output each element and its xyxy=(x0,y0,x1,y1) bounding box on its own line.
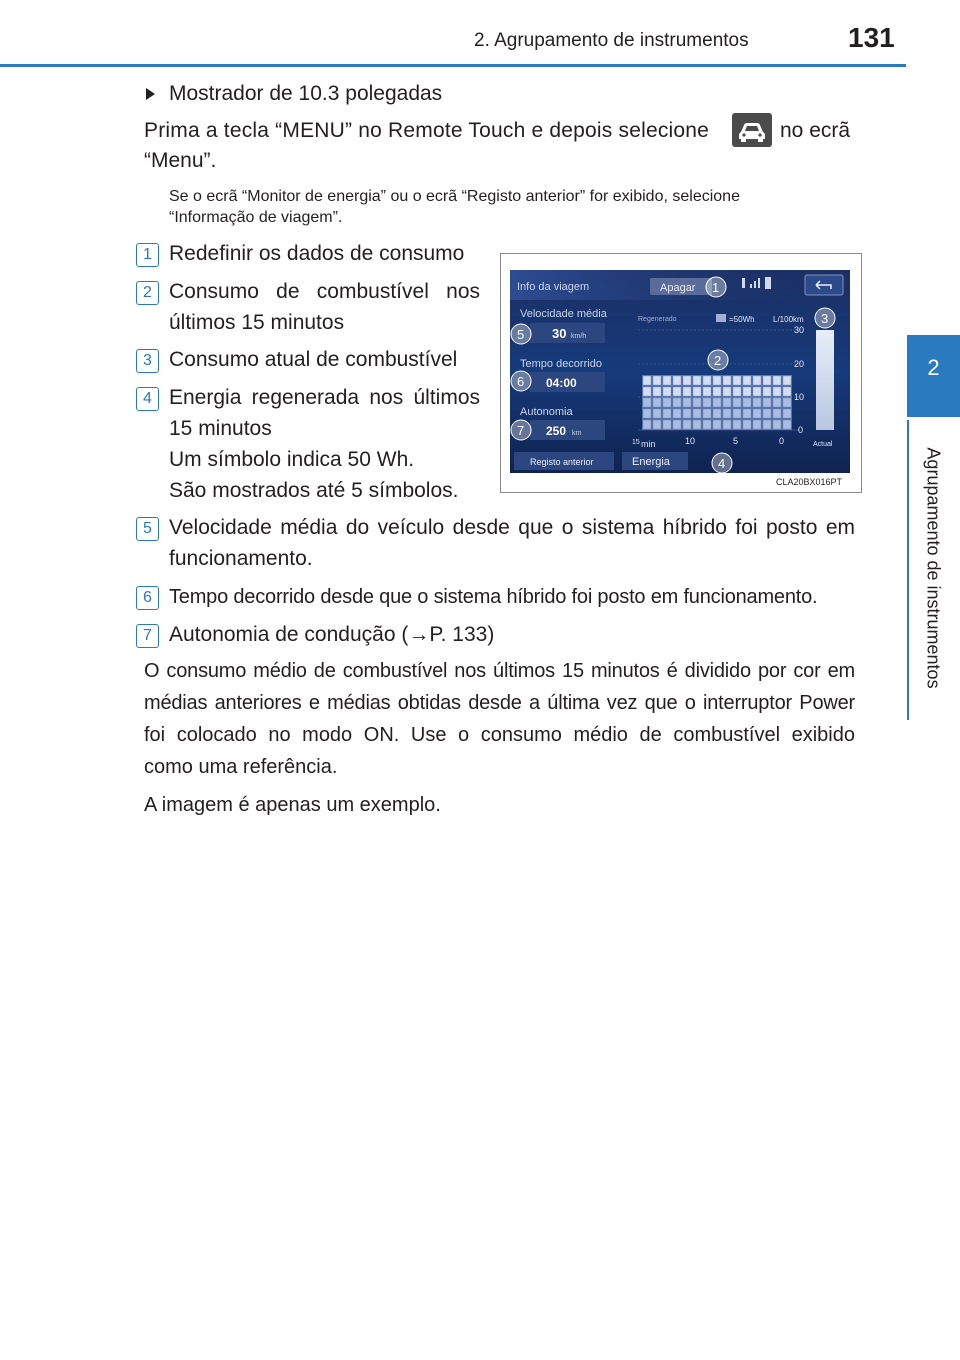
chapter-label: Agrupamento de instrumentos xyxy=(923,447,944,689)
actual-consumption-bar xyxy=(816,330,834,430)
range-value: 250 xyxy=(546,424,567,438)
item-text: Tempo decorrido desde que o sistema híbrido foi posto em funcionamento. xyxy=(169,586,818,608)
history-bar-cell xyxy=(773,409,781,418)
history-bar-cell xyxy=(643,398,651,407)
history-bar-cell xyxy=(773,420,781,429)
consumption-unit: L/100km xyxy=(773,315,804,324)
history-bar-cell xyxy=(683,409,691,418)
history-bar-cell xyxy=(753,420,761,429)
item-number-badge: 1 xyxy=(136,243,159,267)
instruction-text-line2: “Menu”. xyxy=(144,149,217,172)
history-bar-cell xyxy=(783,387,791,396)
screen-background xyxy=(510,270,850,473)
history-bar-cell xyxy=(673,409,681,418)
history-bar-cell xyxy=(693,409,701,418)
y-tick-label: 0 xyxy=(798,425,804,435)
signal-icon xyxy=(754,281,756,288)
history-bar-cell xyxy=(683,376,691,385)
y-tick-label: 10 xyxy=(794,392,805,402)
history-bar-cell xyxy=(733,420,741,429)
item-text: Energia regenerada nos últimos xyxy=(169,386,480,409)
item-text: 15 minutos xyxy=(169,417,272,440)
item-text: últimos 15 minutos xyxy=(169,311,345,334)
item-text: funcionamento. xyxy=(169,547,313,570)
paragraph-line: como uma referência. xyxy=(144,756,338,778)
history-bar-cell xyxy=(693,387,701,396)
x-tick-label: 0 xyxy=(779,436,785,446)
history-bar-cell xyxy=(673,387,681,396)
item-number-badge: 6 xyxy=(136,586,159,610)
history-bar-cell xyxy=(743,409,751,418)
speed-label: Velocidade média xyxy=(520,308,607,320)
history-bar-cell xyxy=(653,376,661,385)
running-header-title: 2. Agrupamento de instrumentos xyxy=(474,30,749,51)
history-bar-cell xyxy=(783,420,791,429)
regen-symbol-icon xyxy=(716,314,726,322)
history-bar-cell xyxy=(783,409,791,418)
callout-number: 1 xyxy=(712,280,720,295)
history-bars xyxy=(643,376,791,429)
history-bar-cell xyxy=(753,409,761,418)
history-button-label: Registo anterior xyxy=(530,457,594,467)
history-bar-cell xyxy=(753,387,761,396)
item-number-badge: 4 xyxy=(136,387,159,411)
history-bar-cell xyxy=(723,376,731,385)
screen-title: Info da viagem xyxy=(517,281,590,293)
history-bar-cell xyxy=(713,376,721,385)
history-bar-cell xyxy=(773,398,781,407)
history-bar-cell xyxy=(693,376,701,385)
range-label: Autonomia xyxy=(520,406,573,418)
item-number-badge: 5 xyxy=(136,517,159,541)
item-text: Autonomia de condução (→P. 133) xyxy=(169,623,495,646)
instruction-text: Prima a tecla “MENU” no Remote Touch e depois selecione xyxy=(144,119,710,142)
history-bar-cell xyxy=(683,387,691,396)
history-bar-cell xyxy=(643,409,651,418)
battery-icon xyxy=(765,277,771,289)
item-number-badge: 7 xyxy=(136,624,159,648)
bluetooth-icon xyxy=(742,278,745,288)
history-bar-cell xyxy=(683,420,691,429)
history-bar-cell xyxy=(663,387,671,396)
history-bar-cell xyxy=(703,420,711,429)
history-bar-cell xyxy=(663,409,671,418)
history-bar-cell xyxy=(713,420,721,429)
regen-unit: =50Wh xyxy=(729,315,755,324)
history-bar-cell xyxy=(663,420,671,429)
chapter-number: 2 xyxy=(927,355,940,380)
history-bar-cell xyxy=(703,398,711,407)
history-bar-cell xyxy=(713,398,721,407)
history-bar-cell xyxy=(763,409,771,418)
callout-number: 7 xyxy=(517,423,525,438)
item-text: Velocidade média do veículo desde que o sistema híbrido foi posto em xyxy=(169,516,855,539)
callout-number: 5 xyxy=(517,327,525,342)
history-bar-cell xyxy=(763,376,771,385)
item-number-badge: 2 xyxy=(136,281,159,305)
car-icon xyxy=(732,113,772,147)
item-text: Um símbolo indica 50 Wh. xyxy=(169,448,415,471)
history-bar-cell xyxy=(643,387,651,396)
figure-caption: CLA20BX016PT xyxy=(776,477,843,487)
history-bar-cell xyxy=(743,376,751,385)
signal-icon xyxy=(750,284,752,288)
callout-number: 3 xyxy=(821,311,829,326)
history-bar-cell xyxy=(703,409,711,418)
paragraph-line: foi colocado no modo ON. Use o consumo médio de combustível exibido xyxy=(144,724,855,746)
instruction-text-after: no ecrã xyxy=(780,119,851,142)
history-bar-cell xyxy=(733,409,741,418)
history-bar-cell xyxy=(743,398,751,407)
range-value-box xyxy=(530,420,605,440)
history-bar-cell xyxy=(663,376,671,385)
history-bar-cell xyxy=(703,387,711,396)
note-line-1: Se o ecrã “Monitor de energia” ou o ecrã “Registo anterior” for exibido, selecione xyxy=(169,188,740,205)
history-bar-cell xyxy=(733,376,741,385)
note-line-2: “Informação de viagem”. xyxy=(169,209,343,226)
callout-number: 6 xyxy=(517,374,525,389)
speed-value-box xyxy=(530,323,605,343)
history-bar-cell xyxy=(753,376,761,385)
history-bar-cell xyxy=(653,420,661,429)
y-tick-label: 20 xyxy=(794,359,805,369)
speed-unit: km/h xyxy=(571,333,587,340)
history-bar-cell xyxy=(753,398,761,407)
item-text: Redefinir os dados de consumo xyxy=(169,242,465,265)
history-bar-cell xyxy=(773,376,781,385)
history-bar-cell xyxy=(653,409,661,418)
history-bar-cell xyxy=(783,398,791,407)
bullet-triangle-icon xyxy=(146,88,155,100)
history-bar-cell xyxy=(763,398,771,407)
history-bar-cell xyxy=(653,398,661,407)
display-heading: Mostrador de 10.3 polegadas xyxy=(169,82,443,105)
paragraph-line: médias anteriores e médias obtidas desde a última vez que o interruptor Power xyxy=(144,692,855,714)
callout-number: 4 xyxy=(718,456,726,471)
closing-note: A imagem é apenas um exemplo. xyxy=(144,794,441,816)
item-text: Consumo de combustível nos xyxy=(169,280,480,303)
history-bar-cell xyxy=(733,387,741,396)
x-tick-label: 15 xyxy=(632,439,640,446)
history-bar-cell xyxy=(773,387,781,396)
x-tick-label: 5 xyxy=(733,436,739,446)
history-bar-cell xyxy=(723,387,731,396)
history-bar-cell xyxy=(713,387,721,396)
item-number-badge: 3 xyxy=(136,349,159,373)
history-bar-cell xyxy=(743,387,751,396)
item-text: São mostrados até 5 símbolos. xyxy=(169,479,459,502)
history-bar-cell xyxy=(663,398,671,407)
history-bar-cell xyxy=(673,398,681,407)
regen-label: Regenerado xyxy=(638,316,677,323)
speed-value: 30 xyxy=(552,326,567,341)
history-bar-cell xyxy=(653,387,661,396)
history-bar-cell xyxy=(673,376,681,385)
signal-icon xyxy=(758,278,760,288)
page-number: 131 xyxy=(848,22,895,53)
history-bar-cell xyxy=(723,420,731,429)
chapter-tab-line xyxy=(907,420,909,720)
history-bar-cell xyxy=(723,409,731,418)
time-label: Tempo decorrido xyxy=(520,358,602,370)
history-bar-cell xyxy=(703,376,711,385)
history-bar-cell xyxy=(673,420,681,429)
history-bar-cell xyxy=(733,398,741,407)
actual-label: Actual xyxy=(813,441,833,448)
x-tick-label: 10 xyxy=(685,436,696,446)
history-bar-cell xyxy=(743,420,751,429)
history-bar-cell xyxy=(693,398,701,407)
history-bar-cell xyxy=(783,376,791,385)
callout-number: 2 xyxy=(714,353,722,368)
x-unit-label: min xyxy=(641,439,656,449)
history-bar-cell xyxy=(693,420,701,429)
history-bar-cell xyxy=(643,420,651,429)
y-tick-label: 30 xyxy=(794,325,805,335)
history-bar-cell xyxy=(723,398,731,407)
history-bar-cell xyxy=(643,376,651,385)
header-rule xyxy=(0,64,906,67)
trip-info-screen-illustration xyxy=(500,253,862,493)
history-bar-cell xyxy=(683,398,691,407)
item-text: Consumo atual de combustível xyxy=(169,348,458,371)
energy-button-label: Energia xyxy=(632,456,670,468)
history-bar-cell xyxy=(763,387,771,396)
range-unit: km xyxy=(572,430,582,437)
history-bar-cell xyxy=(713,409,721,418)
history-bar-cell xyxy=(763,420,771,429)
paragraph-line: O consumo médio de combustível nos últimos 15 minutos é dividido por cor em xyxy=(144,660,855,682)
apagar-label: Apagar xyxy=(660,282,696,294)
time-value: 04:00 xyxy=(546,376,577,390)
